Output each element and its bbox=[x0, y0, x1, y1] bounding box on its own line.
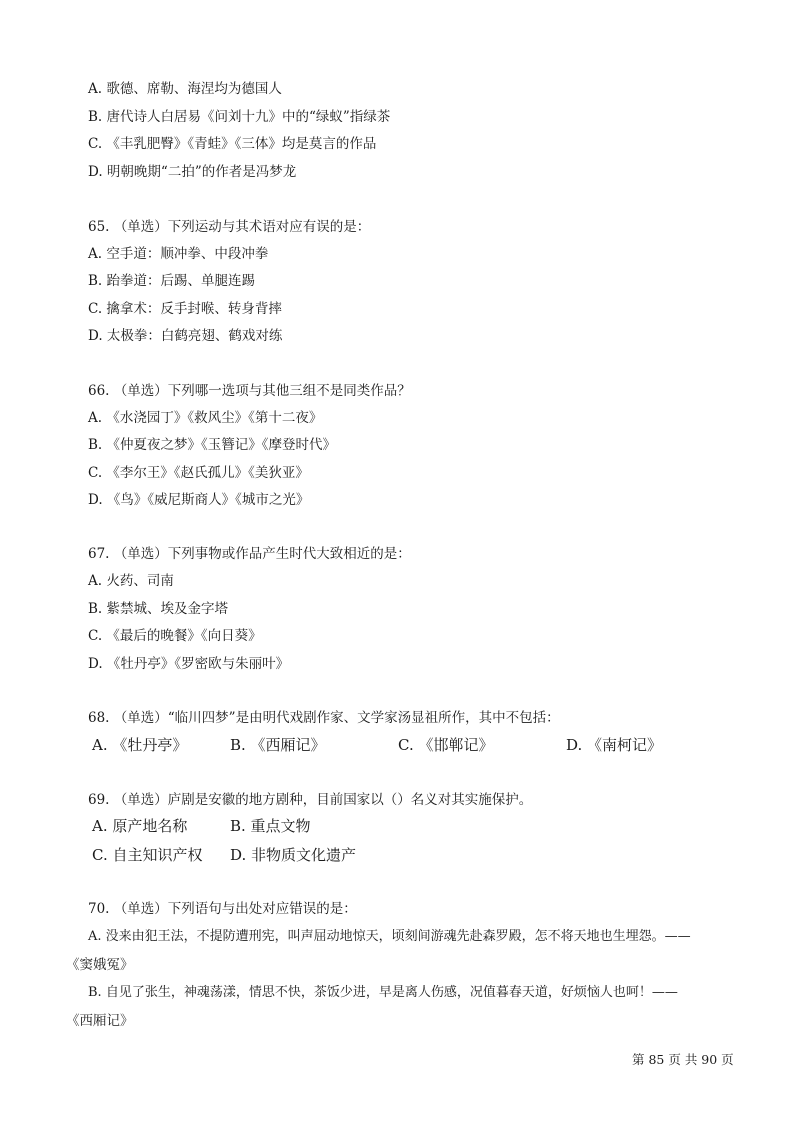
q66-option-b: B. 《仲夏夜之梦》《玉簪记》《摩登时代》 bbox=[88, 437, 337, 453]
q69-option-c: C. 自主知识产权 bbox=[92, 846, 203, 864]
q70-stem: 70. （单选）下列语句与出处对应错误的是： bbox=[88, 901, 357, 917]
q70-option-a-line1: A. 没来由犯王法，不提防遭刑宪，叫声屈动地惊天，顷刻间游魂先赴森罗殿，怎不将天地也生埋怨。—— bbox=[88, 929, 691, 944]
q64-option-c: C. 《丰乳肥臀》《青蛙》《三体》均是莫言的作品 bbox=[88, 136, 377, 152]
q68-option-c: C. 《邯郸记》 bbox=[398, 736, 494, 754]
q69-option-a: A. 原产地名称 bbox=[92, 817, 188, 835]
q64-option-a: A. 歌德、席勒、海涅均为德国人 bbox=[88, 81, 282, 97]
page-number: 第 85 页 共 90 页 bbox=[632, 1052, 734, 1067]
q65-option-d: D. 太极拳：白鹤亮翅、鹤戏对练 bbox=[88, 328, 283, 344]
q67-option-b: B. 紫禁城、埃及金字塔 bbox=[88, 601, 229, 617]
q66-option-a: A. 《水浇园丁》《救风尘》《第十二夜》 bbox=[88, 410, 323, 426]
q67-option-a: A. 火药、司南 bbox=[88, 573, 174, 589]
q70-option-b-line2: 《西厢记》 bbox=[66, 1013, 134, 1029]
q66-stem: 66. （单选）下列哪一选项与其他三组不是同类作品？ bbox=[88, 383, 411, 399]
q68-option-d: D. 《南柯记》 bbox=[566, 736, 663, 754]
q64-option-d: D. 明朝晚期“二拍”的作者是冯梦龙 bbox=[88, 164, 297, 180]
q66-option-c: C. 《李尔王》《赵氏孤儿》《美狄亚》 bbox=[88, 465, 309, 481]
q70-option-b-line1: B. 自见了张生，神魂荡漾，情思不快，茶饭少进，早是离人伤感，况值暮春天道，好烦恼人也呵！—— bbox=[88, 985, 678, 1000]
q68-option-b: B. 《西厢记》 bbox=[230, 736, 326, 754]
q65-stem: 65. （单选）下列运动与其术语对应有误的是： bbox=[88, 219, 371, 235]
q67-option-d: D. 《牡丹亭》《罗密欧与朱丽叶》 bbox=[88, 656, 290, 672]
q70-option-a-line2: 《窦娥冤》 bbox=[66, 957, 134, 973]
q69-option-b: B. 重点文物 bbox=[230, 817, 311, 835]
q65-option-b: B. 跆拳道：后踢、单腿连踢 bbox=[88, 273, 256, 289]
q69-option-d: D. 非物质文化遗产 bbox=[230, 846, 357, 864]
q67-stem: 67. （单选）下列事物或作品产生时代大致相近的是： bbox=[88, 546, 411, 562]
q67-option-c: C. 《最后的晚餐》《向日葵》 bbox=[88, 628, 262, 644]
q65-option-c: C. 擒拿术：反手封喉、转身背摔 bbox=[88, 301, 282, 317]
q64-option-b: B. 唐代诗人白居易《问刘十九》中的“绿蚁”指绿茶 bbox=[88, 109, 391, 125]
q69-stem: 69. （单选）庐剧是安徽的地方剧种，目前国家以（）名义对其实施保护。 bbox=[88, 792, 533, 808]
q65-option-a: A. 空手道：顺冲拳、中段冲拳 bbox=[88, 246, 269, 262]
q68-option-a: A. 《牡丹亭》 bbox=[92, 736, 188, 754]
q66-option-d: D. 《鸟》《威尼斯商人》《城市之光》 bbox=[88, 492, 310, 508]
q68-stem: 68. （单选）“临川四梦”是由明代戏剧作家、文学家汤显祖所作，其中不包括： bbox=[88, 710, 560, 726]
